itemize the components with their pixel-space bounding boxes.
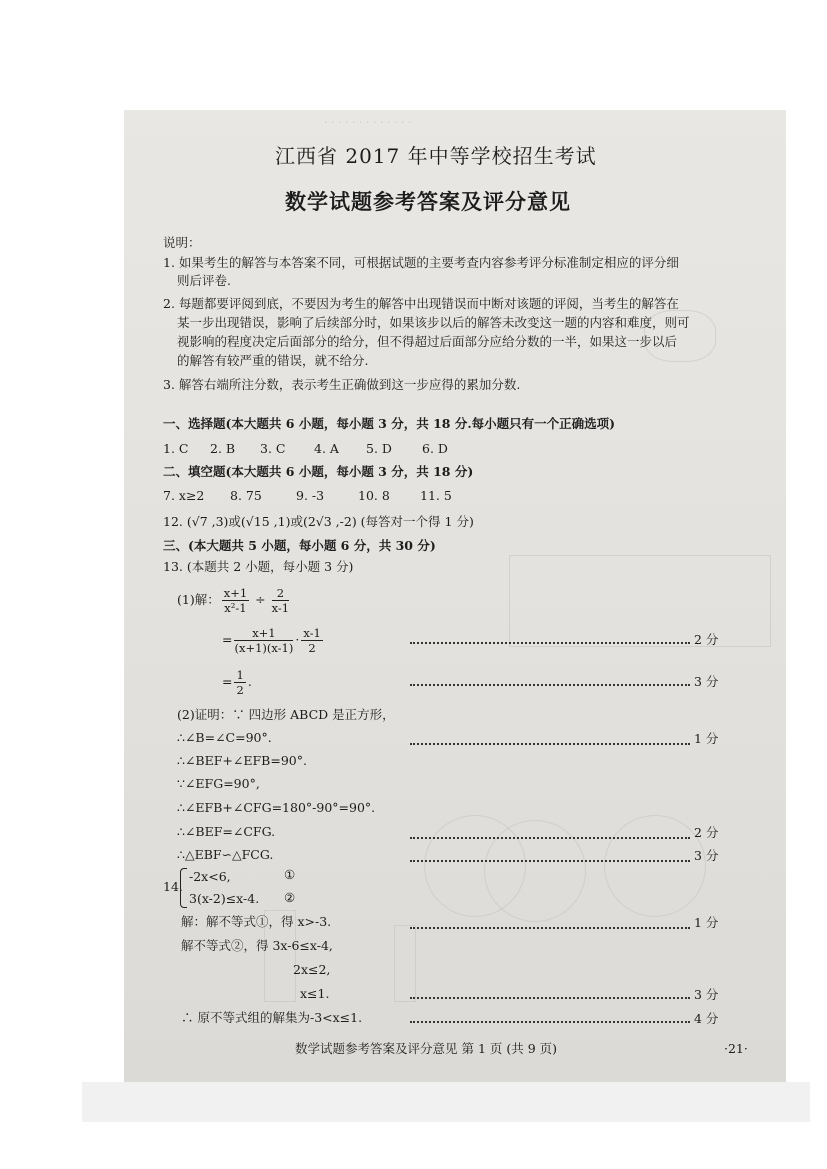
leader-dots	[410, 1021, 690, 1023]
equals-sign: =	[222, 632, 233, 647]
bleed-through-table	[509, 555, 771, 647]
multiply-dot: ·	[295, 632, 300, 647]
q13-part2-line: ∵∠EFG=90°,	[177, 776, 260, 791]
answer-3: 3. C	[260, 441, 286, 456]
leader-dots	[410, 684, 690, 686]
marker-1: ①	[284, 867, 296, 882]
q13-part2-line: ∴∠BEF+∠EFB=90°.	[177, 753, 307, 768]
q13-part2-line: ∴∠BEF=∠CFG.	[177, 824, 276, 839]
equals-sign: =	[222, 674, 233, 689]
denominator: 2	[308, 641, 316, 655]
exam-title: 江西省 2017 年中等学校招生考试	[275, 144, 597, 168]
answer-2: 2. B	[210, 441, 236, 456]
q13-part1-expression	[177, 586, 291, 615]
score-1: 1 分	[694, 731, 719, 746]
numerator: x+1	[234, 626, 293, 641]
leader-dots	[410, 997, 690, 999]
note-3: 3. 解答右端所注分数，表示考生正确做到这一步应得的累加分数.	[163, 377, 521, 392]
section-1-heading: 一、选择题(本大题共 6 小题，每小题 3 分，共 18 分.每小题只有一个正确选项)	[163, 416, 616, 431]
denominator: x²-1	[224, 601, 247, 615]
numerator: 1	[236, 668, 244, 682]
q14-solution-line: 2x≤2,	[293, 962, 331, 977]
section-2-heading: 二、填空题(本大题共 6 小题，每小题 3 分，共 18 分)	[163, 464, 474, 479]
score-3: 3 分	[694, 674, 719, 689]
inequality-1: -2x<6,	[189, 869, 231, 884]
q14-solution-line: 解：解不等式①，得 x>-3.	[181, 914, 332, 929]
leader-dots	[410, 927, 690, 929]
numerator: 2	[272, 586, 290, 601]
bleed-through-circle	[484, 820, 586, 922]
q13-step-2	[222, 626, 325, 655]
answer-9: 9. -3	[296, 488, 325, 503]
q13-step-3	[222, 668, 252, 697]
marker-2: ②	[284, 890, 296, 905]
answer-5: 5. D	[366, 441, 392, 456]
score-2: 2 分	[694, 825, 719, 840]
q13-part2-line: ∴△EBF∽△FCG.	[177, 847, 274, 862]
q13-part2-line: ∴∠EFB+∠CFG=180°-90°=90°.	[177, 800, 376, 815]
fraction	[234, 668, 245, 697]
leader-dots	[410, 837, 690, 839]
leader-dots	[410, 743, 690, 745]
answer-10: 10. 8	[358, 488, 390, 503]
note-2-cont: 某一步出现错误，影响了后续部分时，如果该步以后的解答未改变这一题的内容和难度，则可	[177, 315, 690, 330]
numerator: x+1	[223, 586, 248, 600]
note-2: 2. 每题都要评阅到底，不要因为考生的解答中出现错误而中断对该题的评阅，当考生的解答在	[163, 296, 679, 311]
answer-4: 4. A	[314, 441, 339, 456]
answer-12: 12. (√7 ,3)或(√15 ,1)或(2√3 ,-2) (每答对一个得 1 分)	[163, 514, 474, 529]
q13-part2-line: (2)证明：∵ 四边形 ABCD 是正方形，	[177, 707, 395, 722]
score-2: 2 分	[694, 632, 719, 647]
q14-solution-line: x≤1.	[300, 986, 330, 1001]
denominator: x-1	[271, 601, 290, 615]
score-3: 3 分	[694, 848, 719, 863]
system-brace	[180, 868, 187, 908]
fraction	[301, 626, 323, 655]
numerator: x-1	[303, 626, 321, 640]
bleed-through-text: · · · · · · · · · · · · ·	[324, 116, 412, 129]
q14-solution-line: ∴ 原不等式组的解集为-3<x≤1.	[181, 1010, 363, 1025]
notes-label: 说明：	[163, 235, 201, 250]
inequality-2: 3(x-2)≤x-4.	[189, 891, 260, 906]
q13-part2-line: ∴∠B=∠C=90°.	[177, 730, 272, 745]
divide-sign: ÷	[255, 592, 266, 607]
denominator: 2	[236, 683, 244, 697]
answer-7: 7. x≥2	[163, 488, 205, 503]
page-number: ·21·	[724, 1041, 748, 1056]
section-3-heading: 三、(本大题共 5 小题，每小题 6 分，共 30 分)	[163, 538, 436, 553]
denominator: (x+1)(x-1)	[234, 641, 294, 655]
answer-8: 8. 75	[230, 488, 262, 503]
fraction	[272, 586, 290, 615]
period: .	[247, 674, 252, 689]
q13-part1-label: (1)解：	[177, 592, 220, 607]
score-4: 4 分	[694, 1011, 719, 1026]
answer-6: 6. D	[422, 441, 448, 456]
leader-dots	[410, 642, 690, 644]
bleed-through-bar	[394, 925, 416, 1002]
leader-dots	[410, 860, 690, 862]
note-2-cont: 视影响的程度决定后面部分的给分，但不得超过后面部分应给分数的一半，如果这一步以后	[177, 334, 678, 349]
page-footer: 数学试题参考答案及评分意见 第 1 页 (共 9 页)	[295, 1041, 558, 1056]
note-1-cont: 则后评卷.	[177, 273, 231, 288]
answer-1: 1. C	[163, 441, 189, 456]
bleed-through-circle	[604, 815, 706, 917]
fraction	[222, 586, 249, 615]
question-13-intro: 13. (本题共 2 小题，每小题 3 分)	[163, 559, 354, 574]
note-1: 1. 如果考生的解答与本答案不同，可根据试题的主要考查内容参考评分标准制定相应的评分细	[163, 255, 679, 270]
q14-solution-line: 解不等式②，得 3x-6≤x-4,	[181, 938, 333, 953]
document-subtitle: 数学试题参考答案及评分意见	[285, 189, 571, 214]
note-2-cont: 的解答有较严重的错误，就不给分.	[177, 353, 369, 368]
answer-11: 11. 5	[420, 488, 452, 503]
score-1: 1 分	[694, 915, 719, 930]
question-14-number: 14.	[163, 879, 183, 894]
score-3: 3 分	[694, 987, 719, 1002]
fraction	[234, 626, 293, 655]
bottom-strip	[82, 1082, 810, 1122]
